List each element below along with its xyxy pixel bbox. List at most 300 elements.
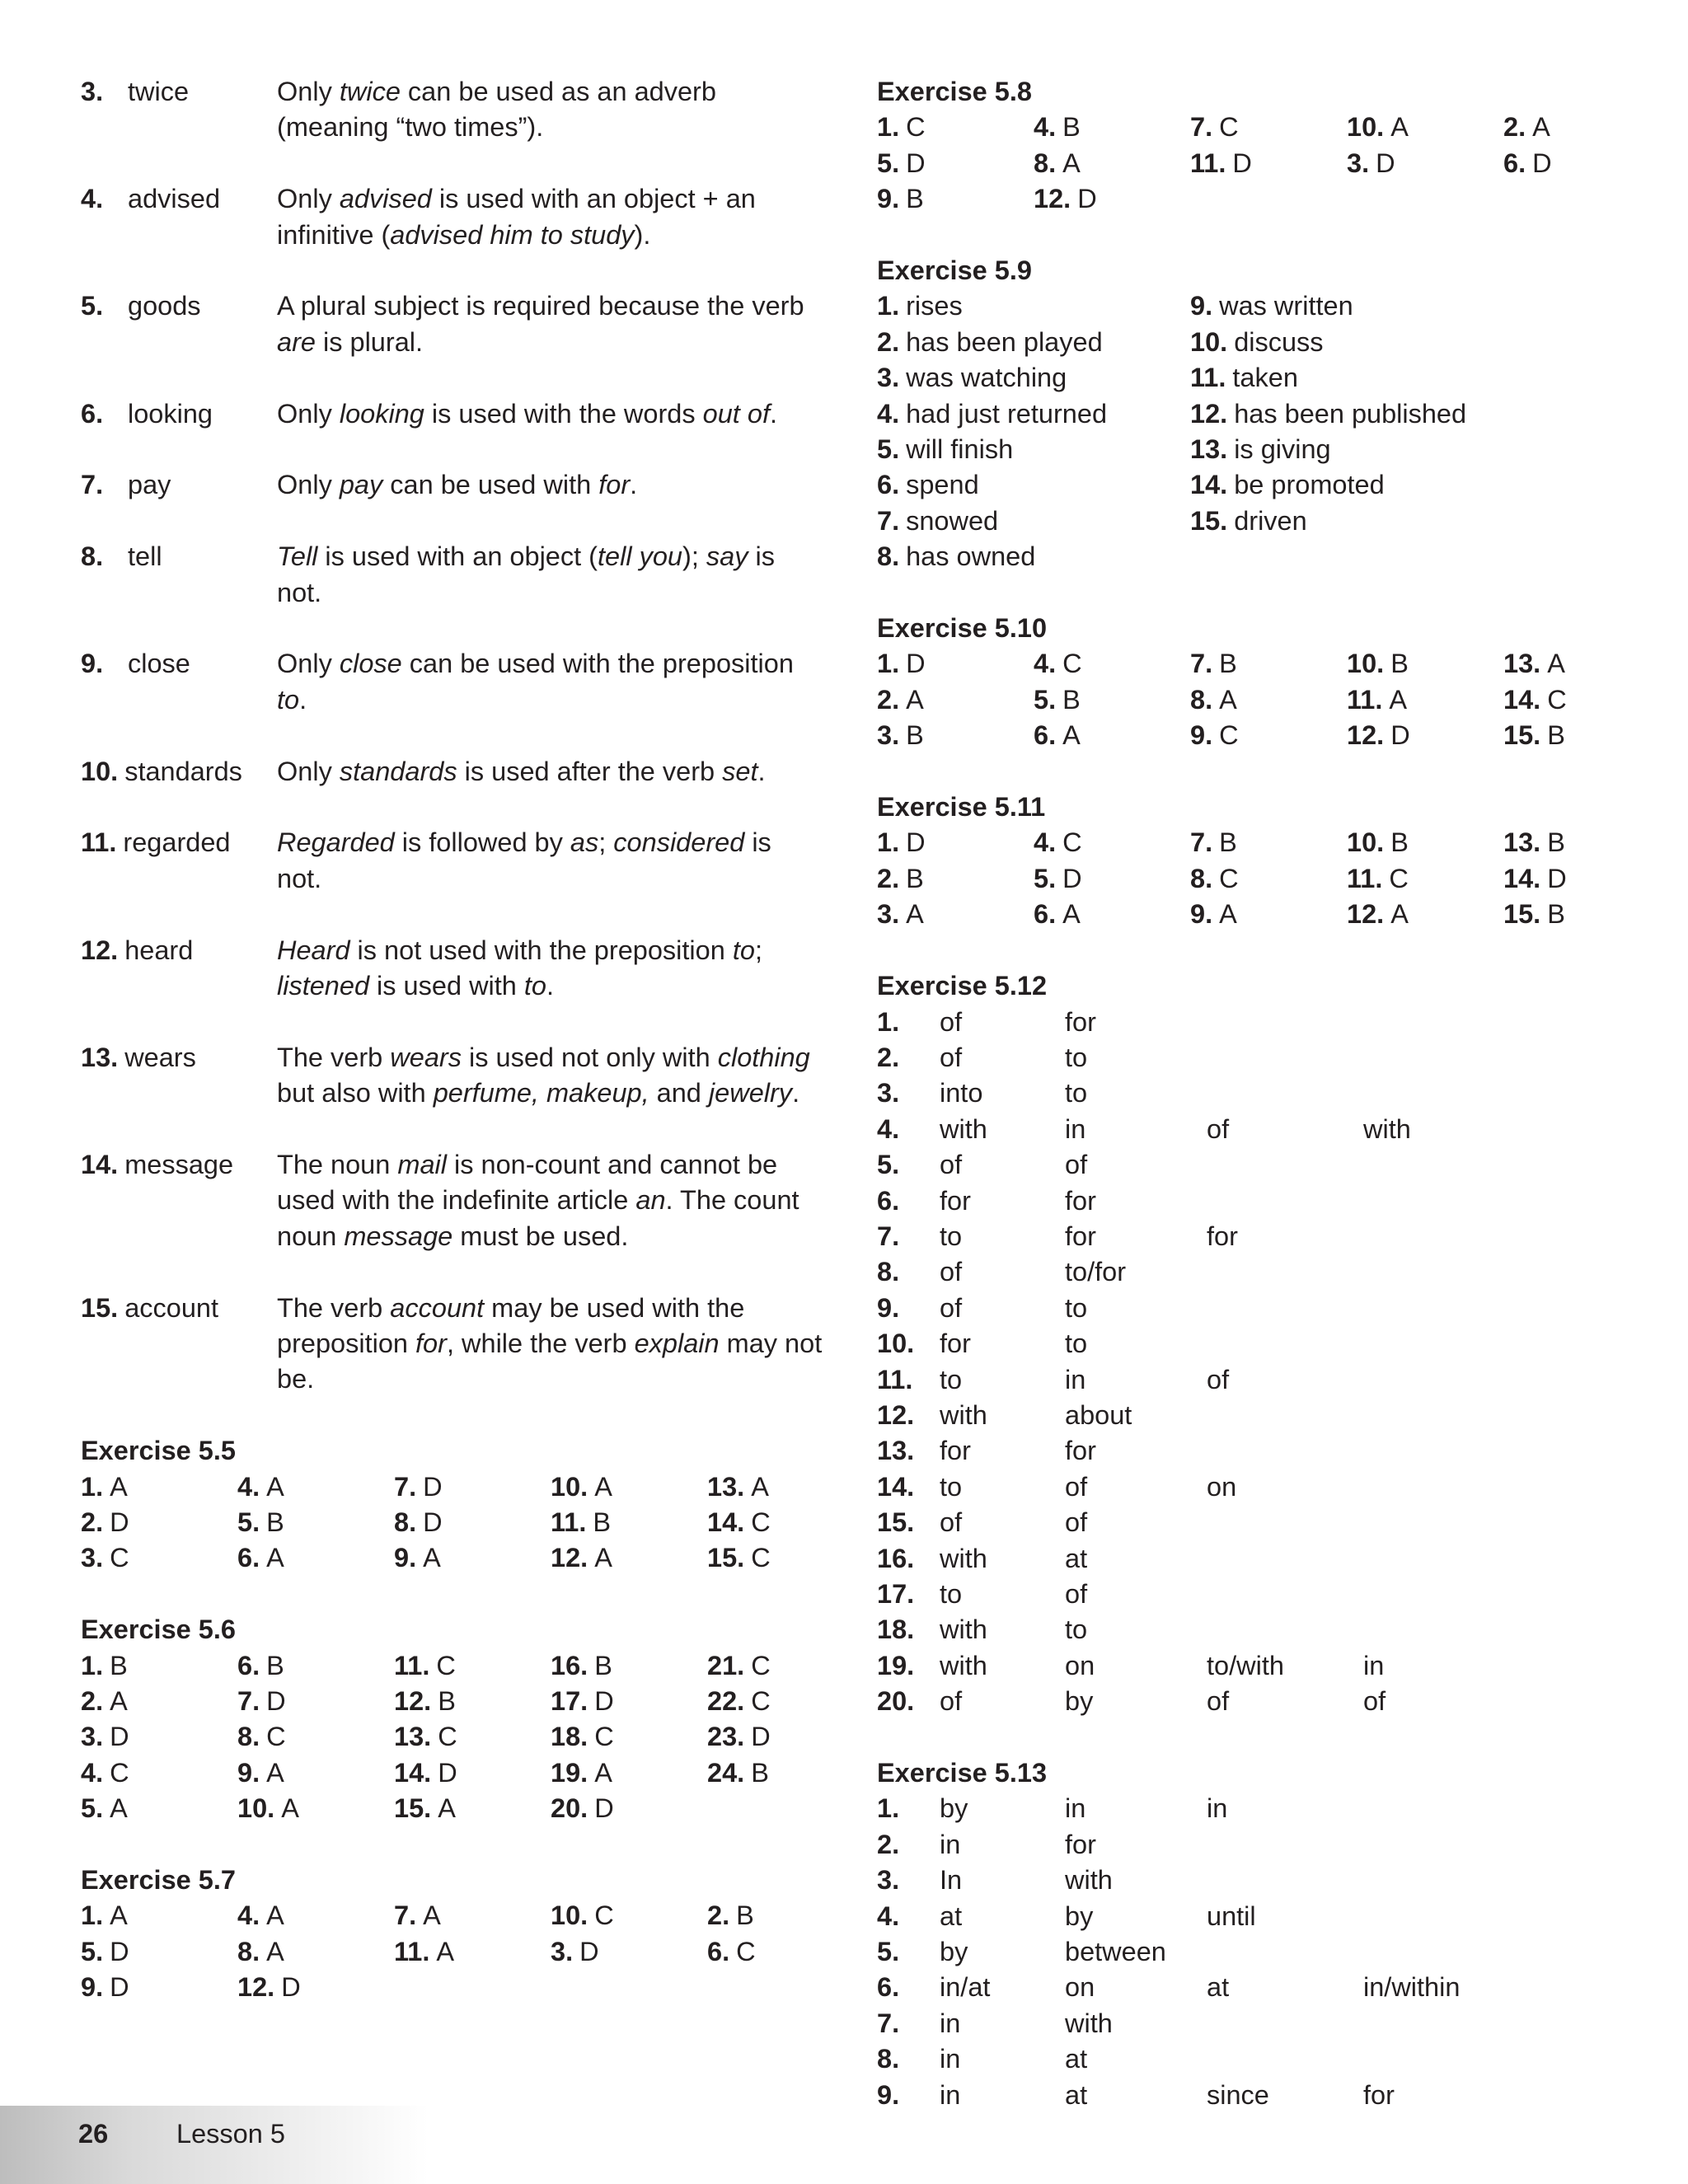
answer-cell (707, 1648, 864, 1684)
item-number: 14. (707, 1507, 745, 1538)
item-number: 10. (551, 1900, 588, 1931)
item-number: 1. (81, 1471, 104, 1502)
preposition-answer: of (1065, 1507, 1088, 1538)
answer-value: D (110, 1507, 129, 1538)
preposition-answer (1363, 1005, 1520, 1040)
item-number: 7. (81, 470, 104, 500)
item-number: 1. (877, 827, 900, 858)
item-number: 13. (1190, 434, 1228, 465)
explanation (277, 754, 823, 790)
preposition-answer: In (940, 1865, 963, 1896)
preposition-answer: for (1065, 1829, 1096, 1859)
preposition-answer: of (940, 1507, 963, 1538)
preposition-grid (877, 1791, 1652, 2113)
item-number: 8. (1190, 863, 1213, 893)
answer-cell (1190, 504, 1503, 539)
item-number: 1. (877, 291, 900, 321)
answer-value: A (594, 1543, 612, 1573)
preposition-answer (1363, 1398, 1520, 1433)
emphasized-word: considered (613, 827, 745, 858)
preposition-answer (1363, 1791, 1520, 1826)
answer-cell (81, 1684, 237, 1719)
answer-cell (81, 1540, 237, 1576)
answer-word (81, 825, 277, 897)
explanation-text: can be used as an adverb (meaning “two times”). (277, 77, 716, 143)
answer-value: D (281, 1972, 301, 2003)
item-number: 4. (877, 1900, 900, 1931)
item-number: 7. (877, 505, 900, 536)
item-number: 12. (1347, 899, 1385, 930)
item-number: 6. (877, 470, 900, 500)
exercise-title: Exercise 5.11 (877, 792, 1046, 823)
item-number: 14. (1503, 684, 1541, 715)
item-number: 11. (394, 1650, 430, 1680)
item-number: 9. (877, 2079, 900, 2110)
answer-cell (707, 1505, 864, 1540)
preposition-answer (1363, 1147, 1520, 1183)
answer-cell (237, 1791, 394, 1826)
explanation-text: ). (634, 219, 651, 250)
preposition-answer (1363, 1934, 1520, 1970)
answer-cell (877, 146, 1034, 181)
item-number: 2. (81, 1686, 104, 1717)
preposition-answer: for (940, 1436, 971, 1466)
item-number: 3. (551, 1936, 574, 1966)
answer-cell (81, 1934, 237, 1970)
answer-value: had just returned (906, 398, 1108, 429)
answer-word (81, 467, 277, 503)
answer-cell (1190, 718, 1347, 753)
item-number: 5. (877, 1937, 900, 1967)
answer-cell (1190, 897, 1347, 932)
right-column (877, 74, 1652, 2149)
item-number: 9. (1190, 720, 1213, 751)
emphasized-word: listened (277, 971, 370, 1001)
preposition-answer: at (1065, 2044, 1088, 2074)
answer-cell (707, 1540, 864, 1576)
answer-value: A (266, 1543, 284, 1573)
answer-value: A (436, 1936, 455, 1966)
preposition-answer: to (940, 1221, 963, 1251)
answer-cell (1190, 288, 1503, 324)
answer-value: A (438, 1793, 456, 1824)
answer-value: is giving (1234, 434, 1331, 465)
answer-text: message (124, 1150, 234, 1180)
answer-value: A (281, 1793, 299, 1824)
answer-value: B (1390, 649, 1409, 679)
answer-cell (394, 1755, 551, 1791)
answer-entry (81, 754, 823, 790)
item-number: 10. (237, 1793, 275, 1824)
answer-cell (877, 325, 1190, 360)
answer-value: A (1390, 112, 1409, 143)
item-number: 17. (551, 1686, 588, 1717)
preposition-answer (1207, 1505, 1363, 1540)
emphasized-word: are (277, 326, 316, 357)
preposition-answer (1207, 1863, 1363, 1898)
preposition-answer: of (940, 1150, 963, 1180)
answer-cell (551, 1505, 707, 1540)
explanation-text: , while the verb (446, 1329, 635, 1359)
exercise-5-7 (81, 1863, 823, 2006)
item-number: 11. (1190, 148, 1226, 178)
explanation-text: The verb (277, 1042, 391, 1072)
answer-cell (1034, 646, 1190, 682)
answer-value: has been published (1234, 398, 1467, 429)
answer-cell (81, 1791, 237, 1826)
item-number: 2. (877, 326, 900, 357)
answer-grid (877, 825, 1652, 932)
emphasized-word: perfume, makeup, (433, 1078, 649, 1108)
answer-cell (1503, 861, 1660, 897)
preposition-answer: into (940, 1078, 983, 1108)
answer-value: C (1219, 112, 1239, 143)
answer-word (81, 1147, 277, 1254)
answer-text: twice (128, 77, 190, 106)
explanation-text: is used with an object + an infinitive ( (277, 184, 756, 250)
item-number: 7. (394, 1900, 417, 1931)
emphasized-word: Heard (277, 935, 350, 965)
preposition-answer (1363, 1254, 1520, 1290)
answer-entry (81, 1291, 823, 1398)
answer-grid (877, 646, 1652, 753)
emphasized-word: Tell (277, 541, 318, 572)
preposition-answer (1363, 1362, 1520, 1398)
preposition-answer (1207, 1433, 1363, 1469)
answer-cell (1347, 146, 1503, 181)
preposition-answer: with (1363, 1113, 1411, 1144)
item-number: 20. (551, 1793, 588, 1824)
answer-cell (877, 539, 1190, 574)
preposition-answer: of (940, 1006, 963, 1037)
answer-value: C (594, 1900, 614, 1931)
item-number: 13. (394, 1722, 432, 1752)
answer-value: D (423, 1471, 443, 1502)
item-number: 19. (551, 1757, 588, 1788)
answer-cell (877, 181, 1034, 217)
preposition-answer: on (1065, 1972, 1095, 2003)
explanation-text: but also with (277, 1078, 434, 1108)
answer-text: standards (124, 756, 242, 786)
answer-cell (81, 1719, 237, 1755)
preposition-answer: at (940, 1900, 963, 1931)
answer-cell (81, 1469, 237, 1505)
answer-value: A (906, 684, 924, 715)
item-number: 13. (707, 1471, 745, 1502)
answer-value: D (110, 1972, 129, 2003)
explanation (277, 646, 823, 718)
explanation-text: ; (598, 827, 614, 858)
answer-cell (1503, 682, 1660, 718)
explanation-text: and (649, 1078, 709, 1108)
answer-cell (877, 432, 1190, 467)
answer-value: B (1547, 720, 1565, 751)
item-number: 7. (1190, 649, 1213, 679)
preposition-answer: on (1207, 1471, 1237, 1502)
answer-cell (1190, 467, 1503, 503)
answer-value: A (751, 1471, 769, 1502)
preposition-answer (1363, 1219, 1520, 1254)
item-number: 16. (551, 1650, 588, 1680)
answer-cell (877, 396, 1190, 432)
item-number: 4. (1034, 112, 1057, 143)
item-number: 2. (707, 1900, 730, 1931)
explanation (277, 1040, 823, 1112)
answer-cell (1034, 682, 1190, 718)
answer-value: C (1389, 863, 1409, 893)
preposition-answer: by (940, 1793, 968, 1824)
item-number: 6. (1034, 720, 1057, 751)
item-number: 15. (1503, 899, 1541, 930)
item-number: 6. (237, 1543, 260, 1573)
answer-cell (707, 1791, 864, 1826)
answer-cell (237, 1898, 394, 1933)
emphasized-word: clothing (717, 1042, 810, 1072)
answer-entry (81, 1147, 823, 1254)
explanation-text: . (546, 971, 555, 1001)
item-number: 14. (81, 1150, 119, 1180)
preposition-answer: until (1207, 1900, 1256, 1931)
answer-cell (394, 1540, 551, 1576)
exercise-title: Exercise 5.13 (877, 1758, 1048, 1788)
preposition-answer (1363, 1577, 1520, 1612)
item-number: 5. (1034, 684, 1057, 715)
item-number: 9. (81, 1972, 104, 2003)
emphasized-word: say (706, 541, 748, 572)
explanation-text: must be used. (452, 1221, 629, 1251)
preposition-answer: with (940, 1399, 987, 1430)
item-number: 1. (877, 1006, 900, 1037)
explanation-text: is used with the words (424, 398, 703, 429)
answer-cell (551, 1719, 707, 1755)
item-number: 4. (877, 1113, 900, 1144)
preposition-answer (1363, 1076, 1520, 1111)
item-number: 16. (877, 1543, 915, 1573)
exercise-5-6 (81, 1612, 823, 1826)
item-number: 8. (877, 1257, 900, 1287)
answer-value: B (1219, 827, 1237, 858)
explanation-text: is used with (369, 971, 524, 1001)
preposition-answer (1207, 1398, 1363, 1433)
answer-value: A (1219, 899, 1237, 930)
answer-cell (237, 1934, 394, 1970)
item-number: 6. (877, 1185, 900, 1216)
answer-entry (81, 933, 823, 1005)
item-number: 23. (707, 1722, 745, 1752)
answer-value: A (1062, 899, 1081, 930)
preposition-answer (1363, 1541, 1520, 1577)
exercise-title: Exercise 5.5 (81, 1436, 236, 1466)
explanation-text: . (769, 398, 778, 429)
item-number: 2. (81, 1507, 104, 1538)
answer-value: D (579, 1936, 599, 1966)
answer-text: tell (128, 541, 162, 572)
answer-value: B (1219, 649, 1237, 679)
preposition-answer: for (940, 1329, 971, 1359)
answer-cell (1034, 825, 1190, 860)
answer-value: A (423, 1900, 441, 1931)
answer-value: C (751, 1543, 771, 1573)
item-number: 15. (1503, 720, 1541, 751)
preposition-answer (1363, 1469, 1520, 1505)
answer-cell (237, 1970, 394, 2005)
answer-cell (877, 646, 1034, 682)
item-number: 7. (877, 2008, 900, 2038)
emphasized-word: for (415, 1329, 447, 1359)
explanation (277, 396, 823, 432)
explanation-text: is not used with the preposition (349, 935, 733, 965)
answer-word (81, 933, 277, 1005)
item-number: 1. (877, 1793, 900, 1824)
answer-value: B (1062, 684, 1081, 715)
emphasized-word: to (732, 935, 755, 965)
item-number: 1. (877, 649, 900, 679)
item-number: 7. (1190, 112, 1213, 143)
answer-value: A (266, 1900, 284, 1931)
emphasized-word: account (390, 1292, 485, 1323)
preposition-answer: in (1363, 1650, 1385, 1680)
answer-cell (707, 1934, 864, 1970)
item-number: 3. (877, 899, 900, 930)
answer-value: C (1062, 827, 1082, 858)
answer-cell (877, 504, 1190, 539)
explanation-text: may be used with the preposition (277, 1292, 745, 1359)
answer-value: B (906, 184, 924, 214)
item-number: 2. (877, 1829, 900, 1859)
item-number: 9. (1190, 291, 1213, 321)
item-number: 4. (237, 1471, 260, 1502)
item-number: 5. (877, 1150, 900, 1180)
exercise-5-12 (877, 968, 1652, 1720)
preposition-answer: in (1065, 1113, 1086, 1144)
exercise-5-5 (81, 1433, 823, 1577)
emphasized-word: looking (339, 398, 424, 429)
preposition-answer: in (940, 2008, 961, 2038)
answer-value: D (110, 1936, 129, 1966)
item-number: 11. (394, 1936, 430, 1966)
preposition-answer (1207, 1076, 1363, 1111)
item-number: 4. (81, 1757, 104, 1788)
answer-value: D (438, 1757, 457, 1788)
item-number: 12. (81, 935, 119, 965)
answer-value: A (594, 1471, 612, 1502)
answer-cell (1503, 646, 1660, 682)
preposition-answer: in (940, 2079, 961, 2110)
item-number: 3. (877, 720, 900, 751)
lesson-label: Lesson 5 (176, 2119, 285, 2149)
answer-cell (551, 1540, 707, 1576)
item-number: 4. (81, 184, 104, 214)
preposition-answer: of (1065, 1150, 1088, 1180)
item-number: 14. (1503, 863, 1541, 893)
answer-value: D (906, 827, 926, 858)
emphasized-word: wears (390, 1042, 462, 1072)
answer-cell (877, 467, 1190, 503)
answer-value: B (593, 1507, 612, 1538)
item-number: 4. (1034, 827, 1057, 858)
preposition-answer: to (1065, 1615, 1088, 1645)
preposition-answer: to (1065, 1042, 1088, 1072)
preposition-answer: to (1065, 1329, 1088, 1359)
answer-cell (1034, 718, 1190, 753)
item-number: 4. (237, 1900, 260, 1931)
answer-cell (1503, 110, 1660, 145)
item-number: 6. (1503, 148, 1526, 178)
answer-grid (877, 110, 1652, 217)
answer-text: regarded (123, 827, 231, 858)
answer-cell (707, 1898, 864, 1933)
item-number: 13. (1503, 649, 1541, 679)
answer-entry (81, 74, 823, 146)
preposition-answer (1207, 1291, 1363, 1326)
item-number: 3. (1347, 148, 1370, 178)
answer-value: A (1390, 899, 1409, 930)
item-number: 9. (877, 184, 900, 214)
preposition-answer: between (1065, 1937, 1166, 1967)
preposition-answer: for (1065, 1436, 1096, 1466)
preposition-answer: of (1207, 1686, 1230, 1717)
answer-value: A (906, 899, 924, 930)
answer-grid (877, 288, 1652, 574)
preposition-answer (1207, 1254, 1363, 1290)
item-number: 10. (81, 756, 119, 786)
answer-text: looking (128, 398, 213, 429)
explanation-text: . (757, 756, 766, 786)
answer-value: driven (1234, 505, 1307, 536)
item-number: 3. (81, 1722, 104, 1752)
exercise-title: Exercise 5.10 (877, 613, 1048, 644)
answer-value: taken (1232, 363, 1298, 393)
exercise-title: Exercise 5.8 (877, 77, 1032, 106)
preposition-answer (1207, 1541, 1363, 1577)
item-number: 8. (81, 541, 104, 572)
item-number: 10. (1347, 112, 1385, 143)
item-number: 5. (877, 434, 900, 465)
answer-value: D (751, 1722, 771, 1752)
emphasized-word: mail (397, 1150, 447, 1180)
preposition-answer: with (940, 1615, 987, 1645)
exercise-title: Exercise 5.12 (877, 971, 1048, 1001)
answer-entry (81, 646, 823, 718)
item-number: 15. (707, 1543, 745, 1573)
emphasized-word: advised him to study (390, 219, 635, 250)
answer-value: A (266, 1471, 284, 1502)
item-number: 4. (877, 398, 900, 429)
answer-value: B (736, 1900, 754, 1931)
item-number: 6. (877, 1972, 900, 2003)
answer-value: C (1547, 684, 1567, 715)
answer-value: C (736, 1936, 756, 1966)
preposition-answer: to (940, 1364, 963, 1394)
preposition-answer: of (940, 1042, 963, 1072)
answer-cell (707, 1755, 864, 1791)
answer-cell (877, 718, 1034, 753)
explanation-text: Only (277, 398, 340, 429)
preposition-answer: at (1065, 2079, 1088, 2110)
item-number: 12. (394, 1686, 432, 1717)
preposition-answer (1363, 1291, 1520, 1326)
answer-value: C (906, 112, 926, 143)
answer-value: A (110, 1686, 128, 1717)
answer-cell (1190, 646, 1347, 682)
answer-value: A (423, 1543, 441, 1573)
preposition-answer (1363, 2041, 1520, 2077)
answer-cell (1190, 396, 1503, 432)
answer-value: C (594, 1722, 614, 1752)
emphasized-word: to (523, 971, 546, 1001)
item-number: 8. (1190, 684, 1213, 715)
emphasized-word: as (570, 827, 599, 858)
